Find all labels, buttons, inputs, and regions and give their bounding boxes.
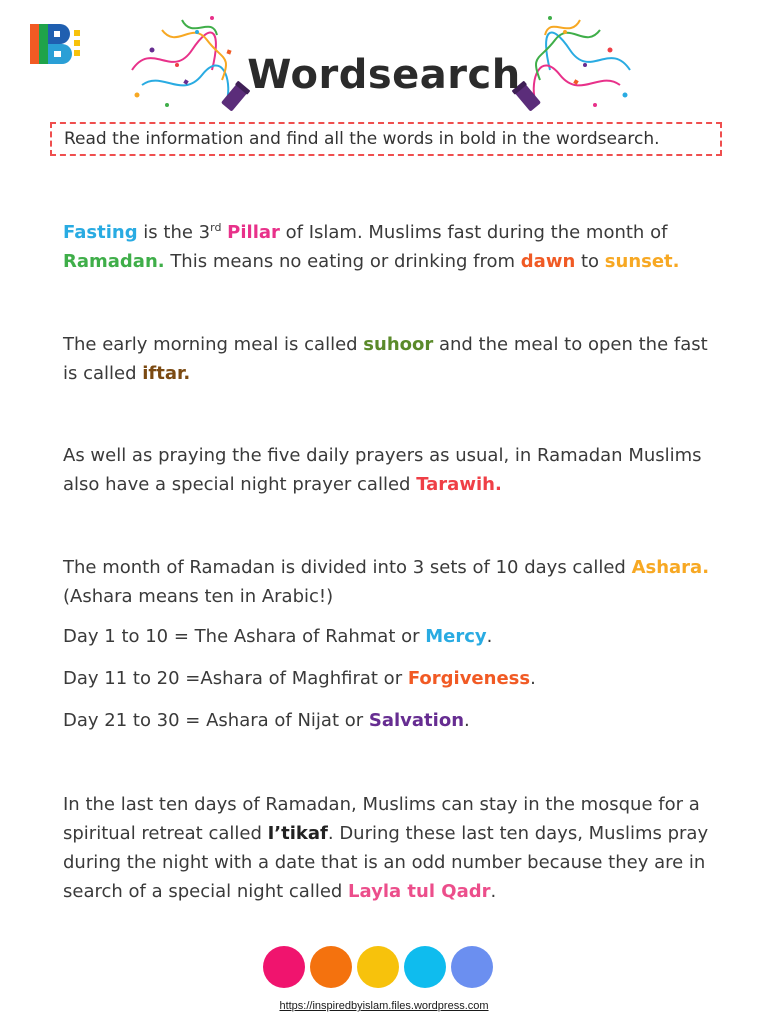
page-title: Wordsearch	[247, 52, 521, 98]
keyword-ramadan: Ramadan.	[63, 251, 165, 272]
color-dots	[263, 946, 493, 990]
text: As well as praying the five daily prayers as usual, in Ramadan Muslims also have a special night prayer called	[63, 445, 702, 495]
dot-yellow	[357, 946, 399, 988]
dot-blue	[451, 946, 493, 988]
keyword-sunset: sunset.	[604, 251, 680, 272]
line-mercy	[63, 622, 723, 651]
text: The month of Ramadan is divided into 3 sets of 10 days called	[63, 557, 632, 578]
keyword-dawn: dawn	[520, 251, 576, 272]
instructions-box: Read the information and find all the words in bold in the wordsearch.	[50, 122, 722, 156]
keyword-pillar: Pillar	[227, 222, 280, 243]
paragraph-meals	[63, 330, 723, 388]
line-salvation	[63, 706, 723, 735]
keyword-salvation: Salvation	[368, 710, 465, 731]
text: and the meal to open the fast is called	[63, 334, 708, 384]
paragraph-fasting	[63, 218, 723, 276]
text: Day 1 to 10 = The Ashara of Rahmat or	[63, 626, 426, 647]
text: Day 11 to 20 =Ashara of Maghfirat or	[63, 668, 408, 689]
keyword-itikaf: I’tikaf	[267, 823, 328, 844]
keyword-layla-tul-qadr: Layla tul Qadr	[348, 881, 491, 902]
dot-pink	[263, 946, 305, 988]
text: . During these last ten days, Muslims pray during the night with a date that is an odd number because they are in search of a special night called	[63, 823, 709, 902]
dot-orange	[310, 946, 352, 988]
text: The early morning meal is called	[63, 334, 364, 355]
text: .	[530, 668, 536, 689]
paragraph-ashara	[63, 553, 723, 611]
paragraph-tarawih	[63, 441, 723, 499]
text: .	[486, 626, 493, 647]
text: .	[464, 710, 470, 731]
keyword-suhoor: suhoor	[363, 334, 434, 355]
text: of Islam. Muslims fast during the month of	[279, 222, 668, 243]
paragraph-itikaf	[63, 790, 723, 906]
text: In the last ten days of Ramadan, Muslims can stay in the mosque for a spiritual retreat called	[63, 794, 700, 844]
keyword-ashara: Ashara.	[631, 557, 710, 578]
text: This means no eating or drinking from	[164, 251, 521, 272]
keyword-forgiveness: Forgiveness	[407, 668, 531, 689]
text: .	[490, 881, 497, 902]
keyword-fasting: Fasting	[63, 222, 138, 243]
text: Day 21 to 30 = Ashara of Nijat or	[63, 710, 369, 731]
text: (Ashara means ten in Arabic!)	[63, 586, 334, 607]
keyword-tarawih: Tarawih.	[416, 474, 502, 495]
line-forgiveness	[63, 664, 723, 693]
keyword-mercy: Mercy	[425, 626, 487, 647]
text: to	[575, 251, 605, 272]
dot-cyan	[404, 946, 446, 988]
footer-link[interactable]: https://inspiredbyislam.files.wordpress.com	[279, 1000, 489, 1012]
keyword-iftar: iftar.	[142, 363, 191, 384]
text: is the 3	[137, 222, 211, 243]
superscript: rd	[210, 221, 222, 234]
